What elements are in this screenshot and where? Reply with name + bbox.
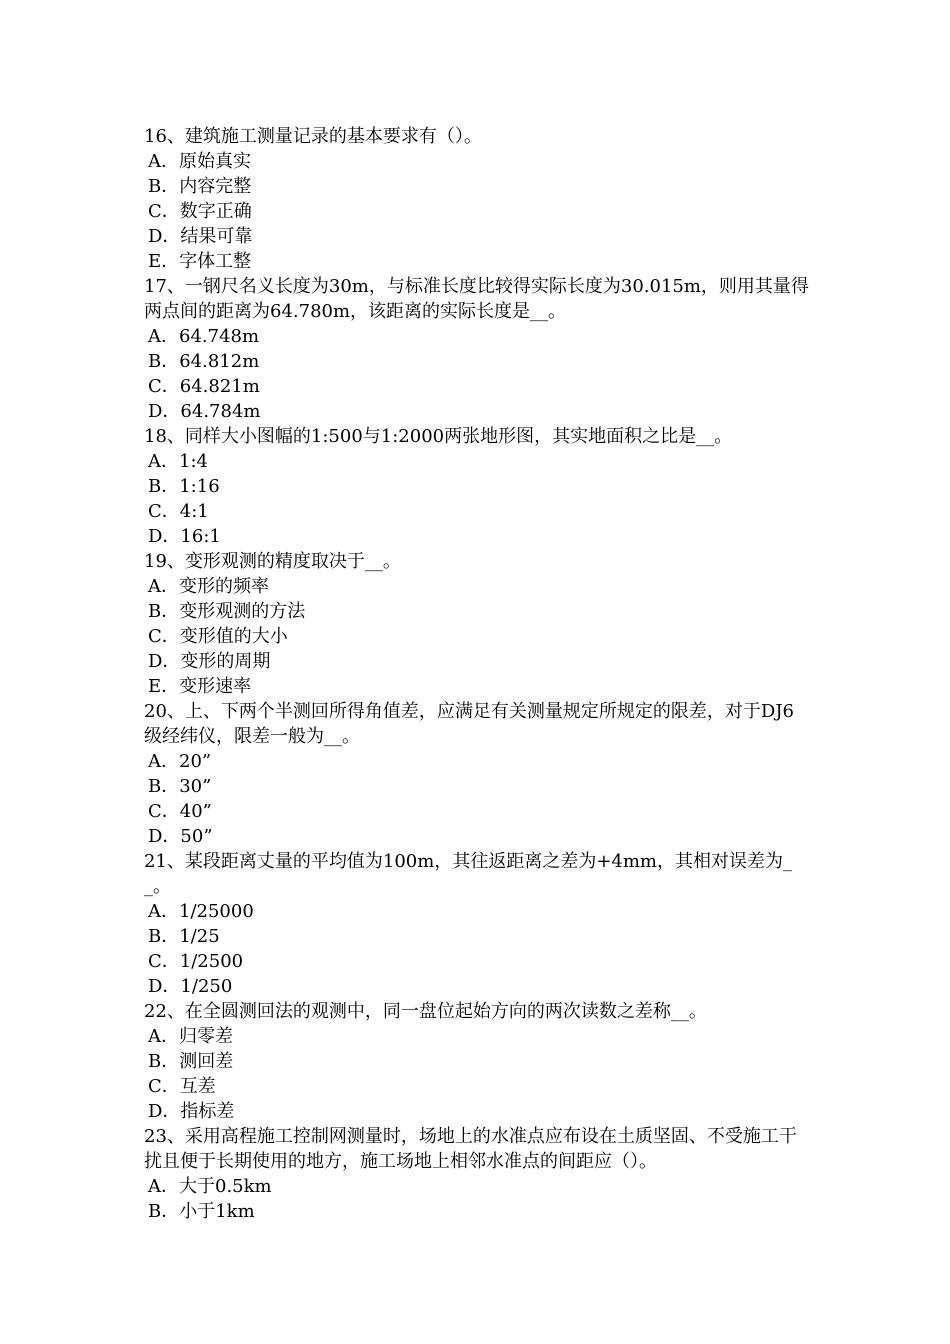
option: B．1:16 bbox=[148, 476, 220, 497]
question-stem: 21、某段距离丈量的平均值为100m，其往返距离之差为+4mm，其相对误差为__。 bbox=[144, 851, 792, 897]
question-stem: 16、建筑施工测量记录的基本要求有（）。 bbox=[144, 126, 482, 147]
option: B．变形观测的方法 bbox=[148, 601, 306, 622]
document-page bbox=[144, 124, 810, 1224]
option: B．小于1km bbox=[148, 1201, 255, 1222]
option: B．测回差 bbox=[148, 1051, 234, 1072]
question-stem: 18、同样大小图幅的1:500与1:2000两张地形图，其实地面积之比是__。 bbox=[144, 426, 733, 447]
question-stem: 19、变形观测的精度取决于__。 bbox=[144, 551, 401, 572]
question-stem: 22、在全圆测回法的观测中，同一盘位起始方向的两次读数之差称__。 bbox=[144, 1001, 707, 1022]
option: C．互差 bbox=[148, 1076, 216, 1097]
option: C．变形值的大小 bbox=[148, 626, 288, 647]
option: C．64.821m bbox=[148, 376, 260, 397]
option: A．1:4 bbox=[148, 451, 208, 472]
option: A．归零差 bbox=[148, 1026, 233, 1047]
option: D．1/250 bbox=[148, 976, 233, 997]
option: A．原始真实 bbox=[148, 151, 251, 172]
option: B．30” bbox=[148, 776, 212, 797]
option: B．1/25 bbox=[148, 926, 220, 947]
option: B．内容完整 bbox=[148, 176, 252, 197]
question-stem: 17、一钢尺名义长度为30m，与标准长度比较得实际长度为30.015m，则用其量得两点间的距离为64.780m，该距离的实际长度是__。 bbox=[144, 276, 809, 322]
option: A．变形的频率 bbox=[148, 576, 269, 597]
question-stem: 20、上、下两个半测回所得角值差，应满足有关测量规定所规定的限差，对于DJ6级经纬仪，限差一般为__。 bbox=[144, 701, 795, 747]
option: D．16:1 bbox=[148, 526, 221, 547]
option: D．变形的周期 bbox=[148, 651, 271, 672]
option: D．结果可靠 bbox=[148, 226, 253, 247]
option: C．数字正确 bbox=[148, 201, 252, 222]
option: D．指标差 bbox=[148, 1101, 235, 1122]
option: C．40” bbox=[148, 801, 212, 822]
option: A．64.748m bbox=[148, 326, 260, 347]
option: A．大于0.5km bbox=[148, 1176, 272, 1197]
option: E．变形速率 bbox=[148, 676, 252, 697]
option: D．50” bbox=[148, 826, 213, 847]
option: B．64.812m bbox=[148, 351, 260, 372]
option: D．64.784m bbox=[148, 401, 261, 422]
question-stem: 23、采用高程施工控制网测量时，场地上的水准点应布设在土质坚固、不受施工干扰且便于长期使用的地方，施工场地上相邻水准点的间距应（）。 bbox=[144, 1126, 797, 1172]
option: A．20” bbox=[148, 751, 212, 772]
option: E．字体工整 bbox=[148, 251, 252, 272]
option: A．1/25000 bbox=[148, 901, 254, 922]
option: C．1/2500 bbox=[148, 951, 244, 972]
option: C．4:1 bbox=[148, 501, 209, 522]
